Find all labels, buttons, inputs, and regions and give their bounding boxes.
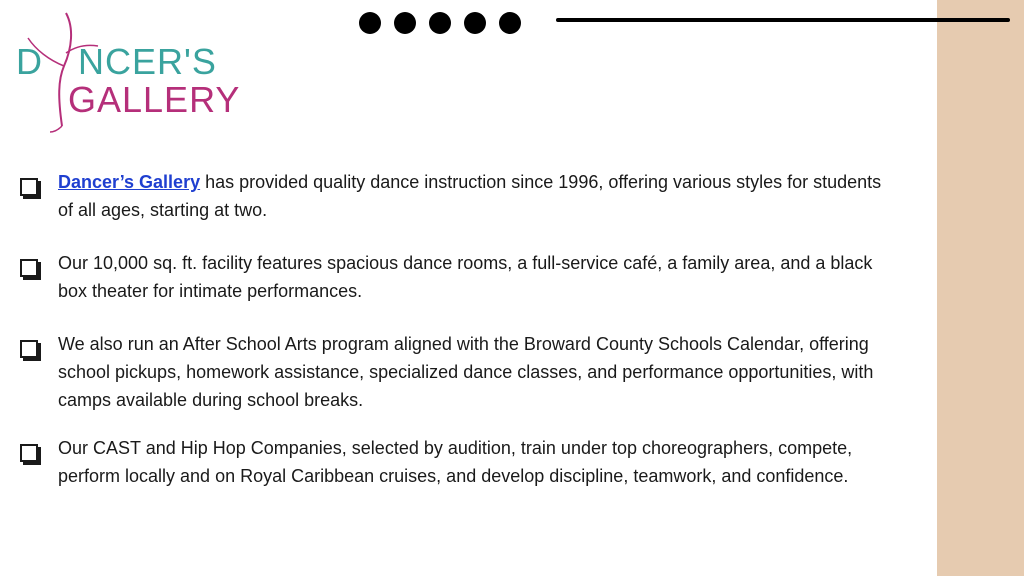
dancers-gallery-link[interactable]: Dancer’s Gallery — [58, 172, 201, 192]
bullet-text: Our CAST and Hip Hop Companies, selected by audition, train under top choreographers, compete, perform locally and on Royal Caribbean cruises, and develop discipline, teamwork, and confidence. — [58, 438, 853, 486]
checkbox-bullet-icon — [20, 340, 38, 358]
dot — [499, 12, 521, 34]
svg-text:D: D — [16, 41, 43, 82]
dot — [429, 12, 451, 34]
checkbox-bullet-icon — [20, 444, 38, 462]
header-divider-line — [556, 18, 1010, 22]
checkbox-bullet-icon — [20, 178, 38, 196]
checkbox-bullet-icon — [20, 259, 38, 277]
svg-text:NCER'S: NCER'S — [78, 41, 217, 82]
svg-text:GALLERY: GALLERY — [68, 79, 241, 120]
dancers-gallery-logo — [14, 8, 246, 134]
pagination-dots — [359, 12, 521, 36]
decorative-side-strip — [937, 0, 1024, 576]
bullet-text: We also run an After School Arts program aligned with the Broward County Schools Calendar, offering school pickups, homework assistance, specialized dance classes, and performance opportunities, with camps available during school breaks. — [58, 334, 874, 410]
dot — [359, 12, 381, 34]
bullet-text: Dancer’s Gallery has provided quality dance instruction since 1996, offering various styles for students of all ages, starting at two. — [58, 172, 882, 220]
dot — [394, 12, 416, 34]
dot — [464, 12, 486, 34]
bullet-text: Our 10,000 sq. ft. facility features spacious dance rooms, a full-service café, a family area, and a black box theater for intimate performances. — [58, 253, 873, 301]
logo-graphic — [14, 8, 246, 134]
